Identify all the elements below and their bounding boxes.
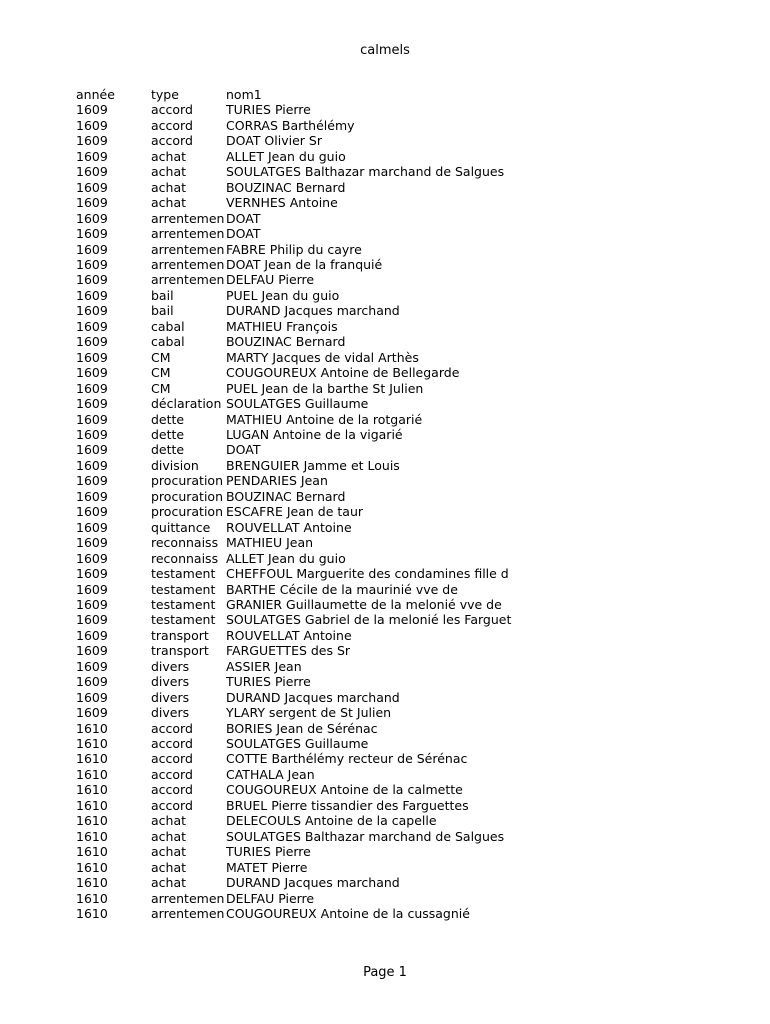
table-row bbox=[76, 180, 526, 195]
table-row bbox=[76, 381, 526, 396]
cell-year: 1610 bbox=[76, 813, 108, 829]
cell-type: quittance bbox=[151, 519, 211, 535]
cell-year: 1610 bbox=[76, 906, 108, 922]
cell-name: BRENGUIER Jamme et Louis bbox=[226, 457, 400, 473]
cell-type: testament bbox=[151, 581, 216, 597]
table-row bbox=[76, 288, 526, 303]
cell-name: BOUZINAC Bernard bbox=[226, 179, 346, 195]
cell-type: CM bbox=[151, 380, 171, 396]
cell-type: arrentemen bbox=[151, 890, 225, 906]
table-row bbox=[76, 860, 526, 875]
table-row bbox=[76, 659, 526, 674]
cell-type: reconnaiss bbox=[151, 550, 219, 566]
table-row bbox=[76, 736, 526, 751]
column-header-year: année bbox=[76, 87, 115, 102]
table-row bbox=[76, 628, 526, 643]
table-row bbox=[76, 427, 526, 442]
cell-name: COUGOUREUX Antoine de la calmette bbox=[226, 782, 463, 798]
cell-year: 1609 bbox=[76, 581, 108, 597]
cell-year: 1609 bbox=[76, 226, 108, 242]
cell-name: LUGAN Antoine de la vigarié bbox=[226, 426, 403, 442]
cell-year: 1609 bbox=[76, 256, 108, 272]
cell-name: SOULATGES Guillaume bbox=[226, 736, 369, 752]
table-row bbox=[76, 257, 526, 272]
cell-year: 1609 bbox=[76, 627, 108, 643]
cell-name: DURAND Jacques marchand bbox=[226, 875, 400, 891]
table-row bbox=[76, 643, 526, 658]
cell-year: 1609 bbox=[76, 287, 108, 303]
cell-name: SOULATGES Balthazar marchand de Salgues bbox=[226, 828, 505, 844]
cell-type: procuration bbox=[151, 473, 223, 489]
cell-type: accord bbox=[151, 751, 193, 767]
cell-type: bail bbox=[151, 303, 174, 319]
cell-name: TURIES Pierre bbox=[226, 844, 311, 860]
table-row bbox=[76, 813, 526, 828]
cell-name: COUGOUREUX Antoine de la cussagnié bbox=[226, 906, 470, 922]
cell-type: transport bbox=[151, 627, 209, 643]
cell-year: 1609 bbox=[76, 195, 108, 211]
cell-name: PUEL Jean de la barthe St Julien bbox=[226, 380, 424, 396]
cell-name: DOAT bbox=[226, 226, 261, 242]
cell-year: 1610 bbox=[76, 890, 108, 906]
cell-type: dette bbox=[151, 442, 185, 458]
cell-type: CM bbox=[151, 365, 171, 381]
cell-name: SOULATGES Gabriel de la melonié les Farguet bbox=[226, 612, 512, 628]
table-row bbox=[76, 211, 526, 226]
cell-year: 1609 bbox=[76, 674, 108, 690]
cell-year: 1610 bbox=[76, 736, 108, 752]
cell-type: dette bbox=[151, 411, 185, 427]
cell-year: 1609 bbox=[76, 457, 108, 473]
cell-type: division bbox=[151, 457, 199, 473]
table-row bbox=[76, 365, 526, 380]
table-row bbox=[76, 674, 526, 689]
cell-name: FABRE Philip du cayre bbox=[226, 241, 362, 257]
table-row bbox=[76, 535, 526, 550]
cell-type: arrentemen bbox=[151, 906, 225, 922]
cell-year: 1609 bbox=[76, 380, 108, 396]
cell-name: DELFAU Pierre bbox=[226, 890, 315, 906]
cell-year: 1609 bbox=[76, 612, 108, 628]
cell-name: SOULATGES Guillaume bbox=[226, 396, 369, 412]
cell-name: DOAT bbox=[226, 442, 261, 458]
cell-type: achat bbox=[151, 195, 187, 211]
cell-type: achat bbox=[151, 844, 187, 860]
table-row bbox=[76, 473, 526, 488]
table-row bbox=[76, 705, 526, 720]
cell-name: TURIES Pierre bbox=[226, 674, 311, 690]
cell-year: 1609 bbox=[76, 550, 108, 566]
cell-name: CATHALA Jean bbox=[226, 766, 315, 782]
cell-name: DELECOULS Antoine de la capelle bbox=[226, 813, 437, 829]
cell-type: divers bbox=[151, 705, 190, 721]
cell-name: FARGUETTES des Sr bbox=[226, 643, 351, 659]
cell-type: testament bbox=[151, 566, 216, 582]
cell-name: ALLET Jean du guio bbox=[226, 550, 346, 566]
cell-type: accord bbox=[151, 736, 193, 752]
table-row bbox=[76, 195, 526, 210]
cell-type: achat bbox=[151, 164, 187, 180]
cell-type: reconnaiss bbox=[151, 535, 219, 551]
table-row bbox=[76, 721, 526, 736]
table-row bbox=[76, 906, 526, 921]
cell-name: TURIES Pierre bbox=[226, 102, 311, 118]
table-row bbox=[76, 319, 526, 334]
cell-year: 1609 bbox=[76, 318, 108, 334]
cell-year: 1609 bbox=[76, 117, 108, 133]
cell-type: arrentemen bbox=[151, 256, 225, 272]
cell-year: 1609 bbox=[76, 519, 108, 535]
table-row bbox=[76, 164, 526, 179]
cell-year: 1609 bbox=[76, 658, 108, 674]
cell-name: DOAT bbox=[226, 210, 261, 226]
cell-type: cabal bbox=[151, 334, 185, 350]
cell-year: 1609 bbox=[76, 272, 108, 288]
cell-type: bail bbox=[151, 287, 174, 303]
cell-name: YLARY sergent de St Julien bbox=[226, 705, 392, 721]
cell-year: 1609 bbox=[76, 643, 108, 659]
cell-year: 1609 bbox=[76, 365, 108, 381]
table-row bbox=[76, 396, 526, 411]
cell-name: GRANIER Guillaumette de la melonié vve de bbox=[226, 596, 502, 612]
cell-year: 1610 bbox=[76, 828, 108, 844]
cell-type: déclaration bbox=[151, 396, 222, 412]
cell-year: 1609 bbox=[76, 442, 108, 458]
cell-name: BOUZINAC Bernard bbox=[226, 488, 346, 504]
table-row bbox=[76, 149, 526, 164]
cell-type: accord bbox=[151, 797, 193, 813]
cell-type: arrentemen bbox=[151, 210, 225, 226]
cell-name: MATET Pierre bbox=[226, 859, 308, 875]
cell-year: 1609 bbox=[76, 179, 108, 195]
table-row bbox=[76, 489, 526, 504]
cell-year: 1609 bbox=[76, 535, 108, 551]
cell-name: SOULATGES Balthazar marchand de Salgues bbox=[226, 164, 505, 180]
cell-name: MARTY Jacques de vidal Arthès bbox=[226, 349, 419, 365]
table-row bbox=[76, 272, 526, 287]
cell-name: DURAND Jacques marchand bbox=[226, 689, 400, 705]
cell-name: PENDARIES Jean bbox=[226, 473, 328, 489]
cell-name: ROUVELLAT Antoine bbox=[226, 519, 352, 535]
cell-year: 1609 bbox=[76, 566, 108, 582]
cell-type: accord bbox=[151, 766, 193, 782]
cell-name: VERNHES Antoine bbox=[226, 195, 338, 211]
cell-year: 1609 bbox=[76, 210, 108, 226]
cell-name: CORRAS Barthélémy bbox=[226, 117, 355, 133]
cell-year: 1609 bbox=[76, 705, 108, 721]
cell-type: procuration bbox=[151, 488, 223, 504]
column-header-name: nom1 bbox=[226, 87, 262, 102]
cell-name: DURAND Jacques marchand bbox=[226, 303, 400, 319]
cell-year: 1609 bbox=[76, 689, 108, 705]
cell-name: DOAT Olivier Sr bbox=[226, 133, 322, 149]
cell-year: 1610 bbox=[76, 875, 108, 891]
cell-year: 1609 bbox=[76, 473, 108, 489]
cell-type: arrentemen bbox=[151, 226, 225, 242]
cell-year: 1610 bbox=[76, 751, 108, 767]
cell-name: ESCAFRE Jean de taur bbox=[226, 504, 364, 520]
cell-type: accord bbox=[151, 133, 193, 149]
cell-type: accord bbox=[151, 117, 193, 133]
table-row bbox=[76, 782, 526, 797]
cell-year: 1609 bbox=[76, 596, 108, 612]
cell-type: achat bbox=[151, 813, 187, 829]
table-row bbox=[76, 597, 526, 612]
table-row bbox=[76, 844, 526, 859]
cell-type: accord bbox=[151, 782, 193, 798]
table-row bbox=[76, 875, 526, 890]
cell-type: accord bbox=[151, 102, 193, 118]
cell-name: MATHIEU François bbox=[226, 318, 338, 334]
table-row bbox=[76, 412, 526, 427]
table-row bbox=[76, 442, 526, 457]
cell-name: COTTE Barthélémy recteur de Sérénac bbox=[226, 751, 468, 767]
cell-type: achat bbox=[151, 148, 187, 164]
cell-year: 1609 bbox=[76, 303, 108, 319]
cell-year: 1609 bbox=[76, 426, 108, 442]
table-row bbox=[76, 690, 526, 705]
cell-year: 1609 bbox=[76, 396, 108, 412]
cell-type: arrentemen bbox=[151, 241, 225, 257]
cell-year: 1609 bbox=[76, 349, 108, 365]
cell-year: 1610 bbox=[76, 720, 108, 736]
cell-year: 1610 bbox=[76, 844, 108, 860]
table-row bbox=[76, 504, 526, 519]
cell-year: 1609 bbox=[76, 102, 108, 118]
table-row bbox=[76, 133, 526, 148]
cell-type: arrentemen bbox=[151, 272, 225, 288]
cell-year: 1610 bbox=[76, 797, 108, 813]
cell-type: divers bbox=[151, 658, 190, 674]
cell-type: achat bbox=[151, 875, 187, 891]
cell-type: dette bbox=[151, 426, 185, 442]
table-row bbox=[76, 798, 526, 813]
column-header-type: type bbox=[151, 87, 179, 102]
table-row bbox=[76, 891, 526, 906]
cell-type: accord bbox=[151, 720, 193, 736]
cell-name: ROUVELLAT Antoine bbox=[226, 627, 352, 643]
cell-year: 1610 bbox=[76, 782, 108, 798]
cell-type: CM bbox=[151, 349, 171, 365]
table-body bbox=[76, 102, 526, 921]
cell-name: PUEL Jean du guio bbox=[226, 287, 340, 303]
table-row bbox=[76, 767, 526, 782]
table-row bbox=[76, 829, 526, 844]
table-row bbox=[76, 612, 526, 627]
cell-name: MATHIEU Jean bbox=[226, 535, 314, 551]
table-row bbox=[76, 566, 526, 581]
cell-name: BORIES Jean de Sérénac bbox=[226, 720, 378, 736]
cell-type: achat bbox=[151, 828, 187, 844]
cell-type: divers bbox=[151, 674, 190, 690]
cell-year: 1610 bbox=[76, 859, 108, 875]
cell-name: COUGOUREUX Antoine de Bellegarde bbox=[226, 365, 460, 381]
cell-type: cabal bbox=[151, 318, 185, 334]
cell-name: MATHIEU Antoine de la rotgarié bbox=[226, 411, 423, 427]
cell-name: BRUEL Pierre tissandier des Farguettes bbox=[226, 797, 469, 813]
cell-type: testament bbox=[151, 612, 216, 628]
cell-name: DOAT Jean de la franquié bbox=[226, 256, 383, 272]
cell-year: 1609 bbox=[76, 133, 108, 149]
table-row bbox=[76, 350, 526, 365]
cell-name: BARTHE Cécile de la maurinié vve de bbox=[226, 581, 458, 597]
cell-year: 1609 bbox=[76, 148, 108, 164]
table-row bbox=[76, 226, 526, 241]
cell-name: ASSIER Jean bbox=[226, 658, 302, 674]
table-row bbox=[76, 751, 526, 766]
table-row bbox=[76, 118, 526, 133]
table-row bbox=[76, 582, 526, 597]
table-row bbox=[76, 303, 526, 318]
table-row bbox=[76, 520, 526, 535]
cell-year: 1609 bbox=[76, 164, 108, 180]
cell-name: ALLET Jean du guio bbox=[226, 148, 346, 164]
cell-name: DELFAU Pierre bbox=[226, 272, 315, 288]
records-table bbox=[76, 87, 526, 921]
cell-year: 1609 bbox=[76, 488, 108, 504]
cell-name: CHEFFOUL Marguerite des condamines fille d bbox=[226, 566, 509, 582]
table-row bbox=[76, 102, 526, 117]
cell-year: 1609 bbox=[76, 504, 108, 520]
page-number: Page 1 bbox=[363, 965, 407, 980]
cell-name: BOUZINAC Bernard bbox=[226, 334, 346, 350]
cell-type: procuration bbox=[151, 504, 223, 520]
cell-type: transport bbox=[151, 643, 209, 659]
table-row bbox=[76, 551, 526, 566]
cell-type: achat bbox=[151, 179, 187, 195]
cell-type: divers bbox=[151, 689, 190, 705]
table-row bbox=[76, 458, 526, 473]
table-header-row bbox=[76, 87, 526, 102]
cell-year: 1610 bbox=[76, 766, 108, 782]
table-row bbox=[76, 242, 526, 257]
cell-year: 1609 bbox=[76, 241, 108, 257]
cell-year: 1609 bbox=[76, 334, 108, 350]
cell-type: achat bbox=[151, 859, 187, 875]
page-title: calmels bbox=[360, 43, 410, 58]
cell-year: 1609 bbox=[76, 411, 108, 427]
cell-type: testament bbox=[151, 596, 216, 612]
table-row bbox=[76, 334, 526, 349]
